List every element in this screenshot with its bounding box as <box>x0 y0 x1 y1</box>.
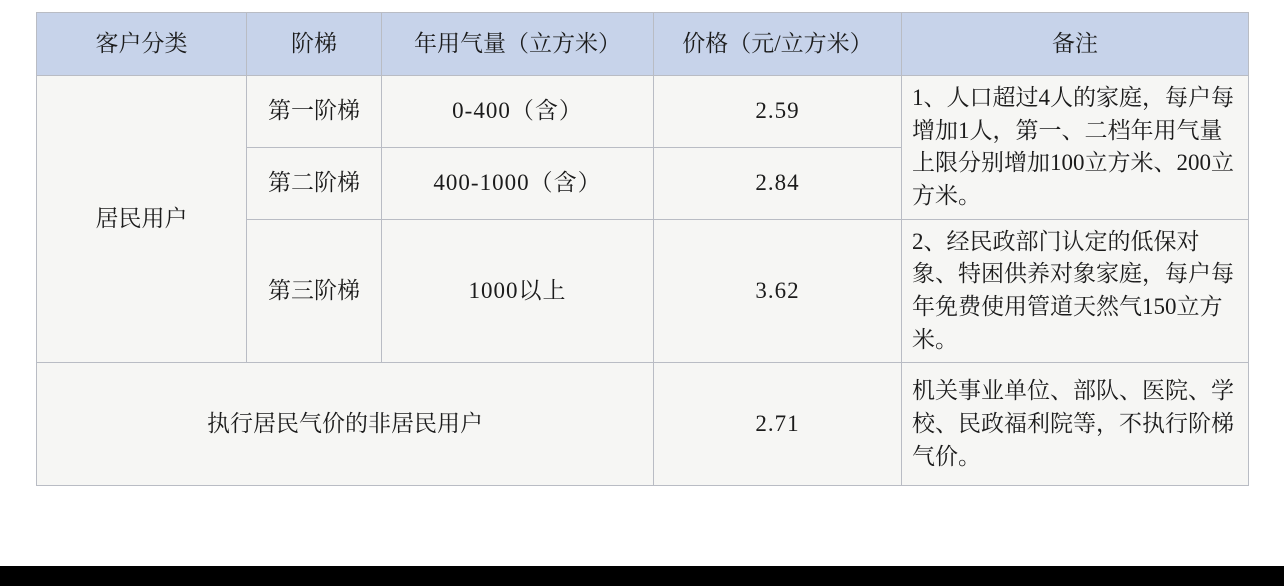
cell-nonresidential-category: 执行居民气价的非居民用户 <box>37 363 654 486</box>
gas-price-table <box>36 12 1249 486</box>
cell-volume-3: 1000以上 <box>382 219 654 363</box>
cell-volume-2: 400-1000（含） <box>382 147 654 219</box>
cell-price-2: 2.84 <box>654 147 902 219</box>
cell-tier-2: 第二阶梯 <box>247 147 382 219</box>
header-tier: 阶梯 <box>247 13 382 76</box>
header-price: 价格（元/立方米） <box>654 13 902 76</box>
cell-residential-category: 居民用户 <box>37 76 247 363</box>
table-row <box>37 76 1249 148</box>
cell-nonresidential-price: 2.71 <box>654 363 902 486</box>
table-header-row <box>37 13 1249 76</box>
header-annual-volume: 年用气量（立方米） <box>382 13 654 76</box>
table-row <box>37 363 1249 486</box>
table-body <box>37 76 1249 486</box>
table-header <box>37 13 1249 76</box>
cell-price-1: 2.59 <box>654 76 902 148</box>
header-remarks: 备注 <box>902 13 1249 76</box>
cell-price-3: 3.62 <box>654 219 902 363</box>
cell-nonresidential-note: 机关事业单位、部队、医院、学校、民政福利院等，不执行阶梯气价。 <box>902 363 1249 486</box>
cell-volume-1: 0-400（含） <box>382 76 654 148</box>
header-customer-category: 客户分类 <box>37 13 247 76</box>
cell-residential-note-1: 1、人口超过4人的家庭，每户每增加1人，第一、二档年用气量上限分别增加100立方米、200立方米。 <box>902 76 1249 220</box>
bottom-letterbox-bar <box>0 566 1284 586</box>
cell-tier-3: 第三阶梯 <box>247 219 382 363</box>
price-table-container <box>36 12 1248 486</box>
cell-tier-1: 第一阶梯 <box>247 76 382 148</box>
cell-residential-note-2: 2、经民政部门认定的低保对象、特困供养对象家庭，每户每年免费使用管道天然气150立方米。 <box>902 219 1249 363</box>
